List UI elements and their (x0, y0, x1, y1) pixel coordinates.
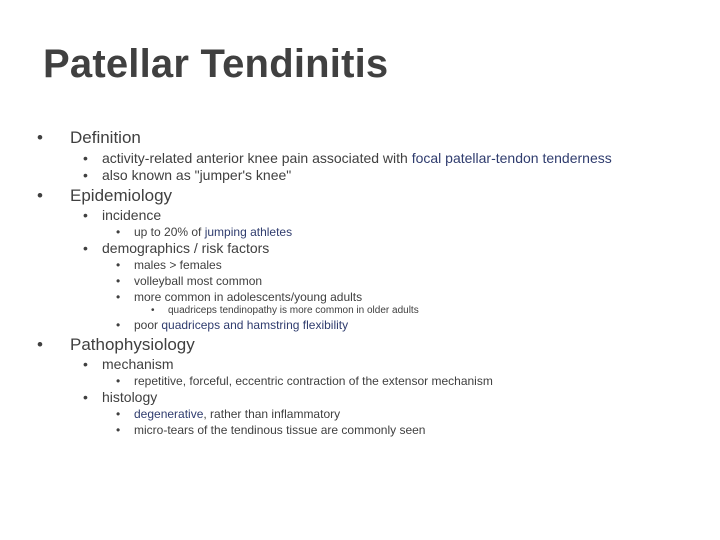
bullet-icon: • (116, 423, 121, 437)
bullet-icon: • (116, 258, 121, 272)
list-item-highlight: degenerative (134, 407, 204, 421)
list-item-text: , rather than inflammatory (203, 407, 341, 421)
bullet-icon: • (83, 150, 88, 166)
list-item: incidence (102, 207, 162, 223)
list-item (134, 225, 292, 239)
bullet-icon: • (83, 389, 88, 405)
bullet-icon: • (37, 335, 43, 354)
list-item: micro-tears of the tendinous tissue are commonly seen (134, 423, 426, 437)
slide-title: Patellar Tendinitis (43, 42, 389, 86)
list-item: males > females (134, 258, 222, 272)
list-item: histology (102, 389, 158, 405)
bullet-icon: • (83, 167, 88, 183)
list-item-text: activity-related anterior knee pain associated with (102, 150, 412, 166)
list-item: mechanism (102, 356, 174, 372)
bullet-icon: • (116, 374, 121, 388)
list-item-highlight: quadriceps and hamstring flexibility (161, 318, 349, 332)
list-item (134, 318, 348, 332)
list-item-highlight: jumping athletes (204, 225, 293, 239)
section-heading-pathophysiology: Pathophysiology (70, 335, 195, 354)
list-item: repetitive, forceful, eccentric contraction of the extensor mechanism (134, 374, 493, 388)
bullet-icon: • (83, 207, 88, 223)
list-item: also known as "jumper's knee" (102, 167, 292, 183)
list-item: quadriceps tendinopathy is more common in older adults (168, 305, 419, 316)
bullet-icon: • (83, 240, 88, 256)
section-heading-epidemiology: Epidemiology (70, 186, 173, 205)
list-item-text: poor (134, 318, 162, 332)
bullet-icon: • (37, 128, 43, 147)
list-item: demographics / risk factors (102, 240, 270, 256)
bullet-icon: • (116, 274, 121, 288)
list-item (134, 407, 340, 421)
list-item (102, 150, 612, 166)
bullet-icon: • (116, 407, 121, 421)
list-item: volleyball most common (134, 274, 263, 288)
bullet-icon: • (116, 225, 121, 239)
bullet-icon: • (83, 356, 88, 372)
section-heading-definition: Definition (70, 128, 141, 147)
list-item-highlight: focal patellar-tendon tenderness (411, 150, 612, 166)
bullet-icon: • (116, 290, 121, 304)
bullet-icon: • (37, 186, 43, 205)
list-item-text: up to 20% of (134, 225, 205, 239)
bullet-icon: • (151, 305, 155, 316)
bullet-icon: • (116, 318, 121, 332)
list-item: more common in adolescents/young adults (134, 290, 363, 304)
